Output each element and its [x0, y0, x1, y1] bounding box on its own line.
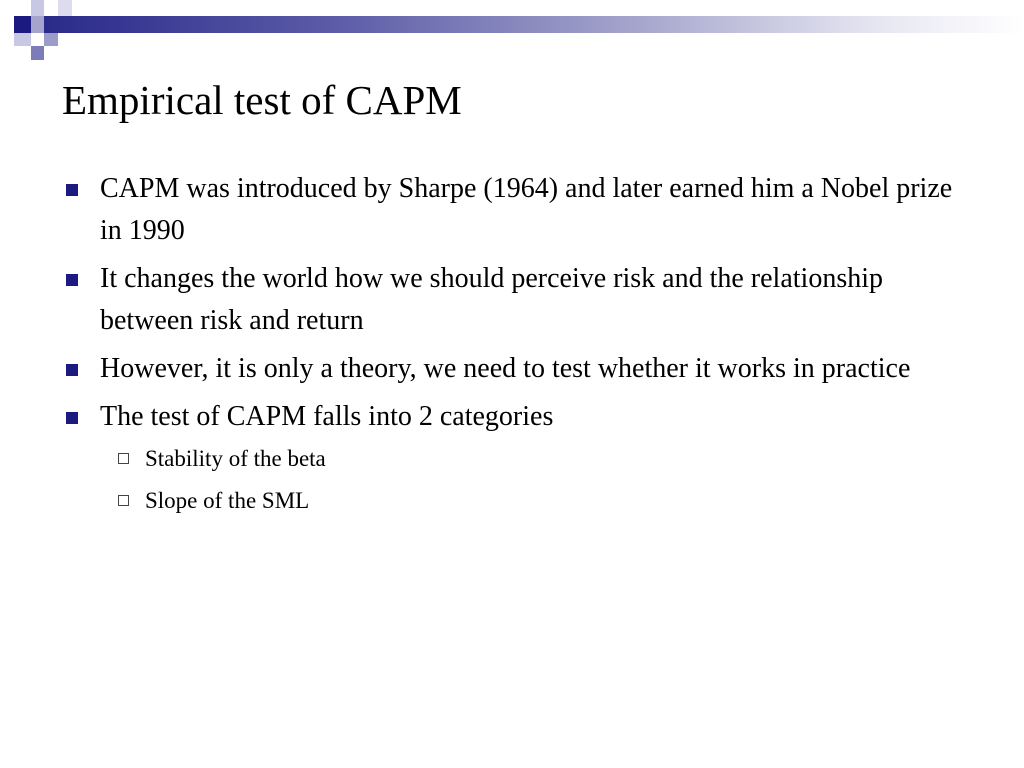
logo-square-light — [31, 0, 44, 16]
sub-bullet-text: Stability of the beta — [145, 446, 326, 471]
header-gradient-bar — [44, 16, 1024, 33]
logo-square-light — [31, 16, 44, 33]
logo-square-dark — [14, 16, 31, 33]
sub-bullet-item — [100, 438, 962, 480]
logo-square-light — [58, 0, 72, 16]
bullet-text: It changes the world how we should perceive risk and the relationship between risk and return — [100, 263, 884, 336]
slide-title: Empirical test of CAPM — [62, 77, 462, 123]
bullet-item — [62, 396, 962, 522]
bullet-item — [62, 348, 962, 390]
bullet-text: The test of CAPM falls into 2 categories — [100, 401, 554, 432]
logo-square-mid — [44, 33, 58, 46]
square-bullet-icon — [66, 412, 78, 424]
sub-bullet-list — [100, 438, 962, 522]
hollow-square-bullet-icon — [118, 453, 129, 464]
square-bullet-icon — [66, 184, 78, 196]
logo-square-light — [14, 33, 31, 46]
square-bullet-icon — [66, 274, 78, 286]
sub-bullet-item — [100, 480, 962, 522]
logo-square-mid — [31, 46, 44, 60]
bullet-item — [62, 258, 962, 342]
square-bullet-icon — [66, 364, 78, 376]
hollow-square-bullet-icon — [118, 495, 129, 506]
bullet-list — [62, 168, 962, 528]
sub-bullet-text: Slope of the SML — [145, 488, 310, 513]
bullet-text: CAPM was introduced by Sharpe (1964) and later earned him a Nobel prize in 1990 — [100, 173, 953, 246]
bullet-text: However, it is only a theory, we need to test whether it works in practice — [100, 353, 911, 384]
bullet-item — [62, 168, 962, 252]
